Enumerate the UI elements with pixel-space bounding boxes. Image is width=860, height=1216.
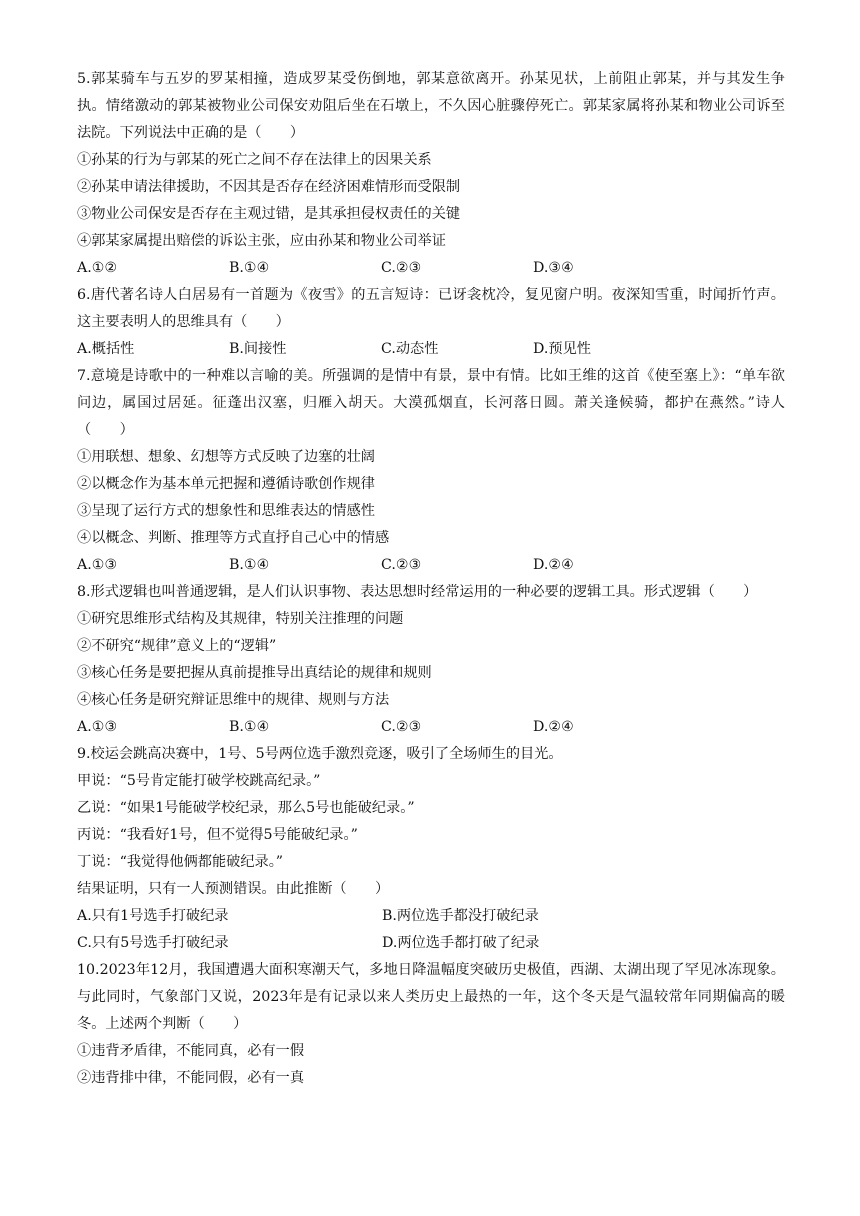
answer-options [77, 930, 785, 957]
statement-item: ②违背排中律，不能同假，必有一真 [77, 1070, 305, 1086]
question-stem: 6.唐代著名诗人白居易有一首题为《夜雪》的五言短诗：已讶衾枕冷，复见窗户明。夜深知雪重，时闻折竹声。这主要表明人的思维具有（ ） [77, 287, 785, 330]
option-a: A.只有1号选手打破纪录 [77, 908, 229, 924]
option-b: B.两位选手都没打破纪录 [382, 908, 539, 924]
statement-item: ④核心任务是研究辩证思维中的规律、规则与方法 [77, 692, 390, 708]
statement-item: ④以概念、判断、推理等方式直抒自己心中的情感 [77, 530, 390, 546]
option-d: D.两位选手都打破了纪录 [382, 935, 540, 951]
option-d: D.预见性 [533, 341, 591, 357]
question-stem: 9.校运会跳高决赛中，1号、5号两位选手激烈竞逐，吸引了全场师生的目光。 [77, 746, 563, 762]
answer-options [77, 336, 785, 363]
statement-item: ②孙某申请法律援助，不因其是否存在经济困难情形而受限制 [77, 179, 461, 195]
statement-item: ③物业公司保安是否存在主观过错，是其承担侵权责任的关键 [77, 206, 461, 222]
answer-options [77, 255, 785, 282]
statement-item: ③呈现了运行方式的想象性和思维表达的情感性 [77, 503, 375, 519]
statement-item: ①孙某的行为与郭某的死亡之间不存在法律上的因果关系 [77, 152, 432, 168]
option-b: B.①④ [229, 719, 270, 735]
statement-item: 甲说：“5号肯定能打破学校跳高纪录。” [77, 773, 321, 789]
statement-item: ①研究思维形式结构及其规律，特别关注推理的问题 [77, 611, 404, 627]
option-b: B.间接性 [229, 341, 287, 357]
question-stem: 5.郭某骑车与五岁的罗某相撞，造成罗某受伤倒地，郭某意欲离开。孙某见状，上前阻止郭某，并与其发生争执。情绪激动的郭某被物业公司保安劝阻后坐在石墩上，不久因心脏骤停死亡。郭某家属将孙某和物业公司诉至法院。下列说法中正确的是（ ） [77, 71, 785, 141]
question-stem: 8.形式逻辑也叫普通逻辑，是人们认识事物、表达思想时经常运用的一种必要的逻辑工具。形式逻辑（ ） [77, 584, 758, 600]
statement-item: ③核心任务是要把握从真前提推导出真结论的规律和规则 [77, 665, 432, 681]
answer-options [77, 552, 785, 579]
question-7 [77, 363, 785, 579]
question-8 [77, 579, 785, 741]
option-a: A.①③ [77, 557, 118, 573]
option-c: C.②③ [381, 260, 422, 276]
question-9 [77, 741, 785, 957]
option-a: A.①② [77, 260, 118, 276]
option-d: D.②④ [533, 557, 574, 573]
option-c: C.动态性 [381, 341, 439, 357]
option-c: C.只有5号选手打破纪录 [77, 935, 229, 951]
option-a: A.①③ [77, 719, 118, 735]
statement-item: ②不研究“规律”意义上的“逻辑” [77, 638, 277, 654]
statement-item: ④郭某家属提出赔偿的诉讼主张，应由孙某和物业公司举证 [77, 233, 446, 249]
question-5 [77, 66, 785, 282]
option-c: C.②③ [381, 557, 422, 573]
question-10 [77, 957, 785, 1092]
exam-page [77, 66, 785, 1092]
statement-item: 丙说：“我看好1号，但不觉得5号能破纪录。” [77, 827, 358, 843]
answer-options [77, 903, 785, 930]
answer-options [77, 714, 785, 741]
statement-item: ①违背矛盾律，不能同真，必有一假 [77, 1043, 305, 1059]
option-c: C.②③ [381, 719, 422, 735]
option-d: D.③④ [533, 260, 574, 276]
question-stem: 10.2023年12月，我国遭遇大面积寒潮天气，多地日降温幅度突破历史极值，西湖、太湖出现了罕见冰冻现象。与此同时，气象部门又说，2023年是有记录以来人类历史上最热的一年，这个冬天是气温较常年同期偏高的暖冬。上述两个判断（ ） [77, 962, 785, 1032]
statement-item: ②以概念作为基本单元把握和遵循诗歌创作规律 [77, 476, 375, 492]
statement-item: 丁说：“我觉得他俩都能破纪录。” [77, 854, 284, 870]
statement-item: ①用联想、想象、幻想等方式反映了边塞的壮阔 [77, 449, 375, 465]
option-d: D.②④ [533, 719, 574, 735]
option-b: B.①④ [229, 557, 270, 573]
question-6 [77, 282, 785, 363]
question-stem: 7.意境是诗歌中的一种难以言喻的美。所强调的是情中有景，景中有情。比如王维的这首《使至塞上》：“单车欲问边，属国过居延。征蓬出汉塞，归雁入胡天。大漠孤烟直，长河落日圆。萧关逢候骑，都护在燕然。”诗人（ ） [77, 368, 785, 438]
statement-item: 乙说：“如果1号能破学校纪录，那么5号也能破纪录。” [77, 800, 415, 816]
option-a: A.概括性 [77, 341, 135, 357]
statement-item: 结果证明，只有一人预测错误。由此推断（ ） [77, 881, 390, 897]
option-b: B.①④ [229, 260, 270, 276]
